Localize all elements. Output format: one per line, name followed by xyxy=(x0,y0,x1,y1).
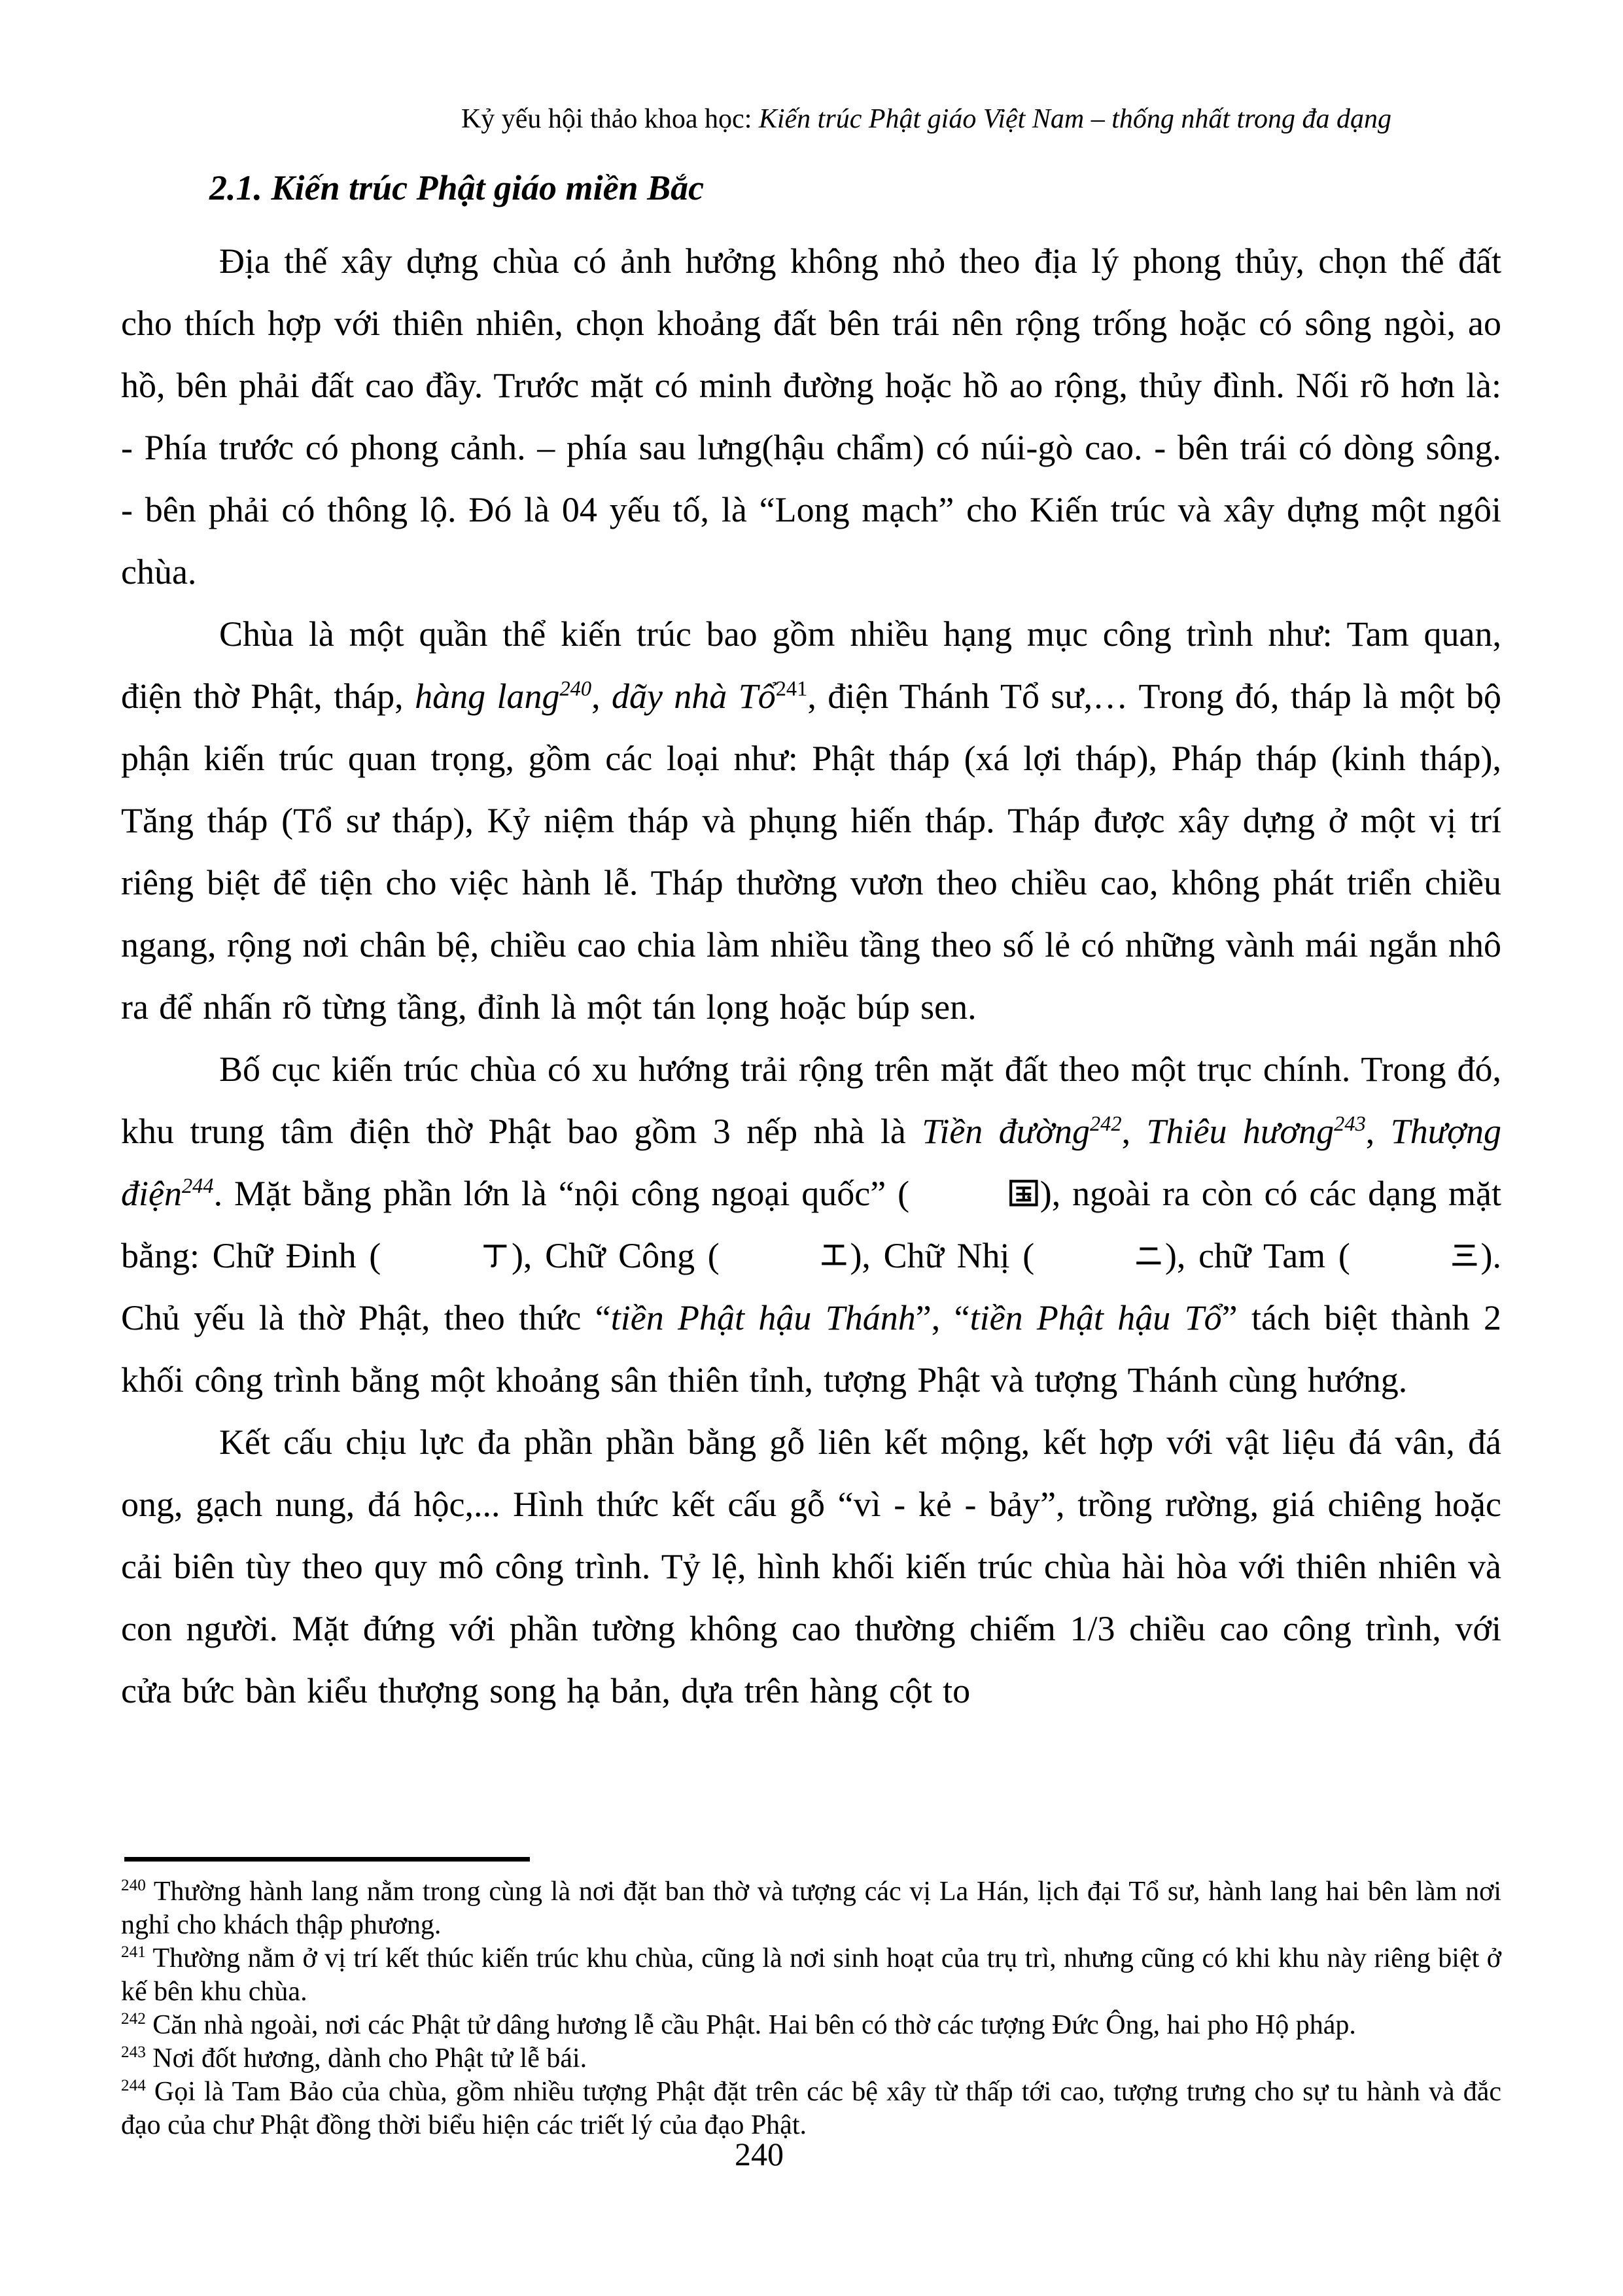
text-run: , xyxy=(1121,1112,1147,1151)
text-run: , xyxy=(1365,1112,1391,1151)
footnote-number: 243 xyxy=(121,2043,146,2061)
text-run: . Mặt bằng phần lớn là “nội công ngoại quốc” ( xyxy=(213,1174,910,1213)
running-header-italic: Kiến trúc Phật giáo Việt Nam – thống nhất trong đa dạng xyxy=(758,104,1391,134)
body-paragraph xyxy=(121,1038,1501,1411)
text-run: hàng lang xyxy=(415,677,560,716)
cong-character xyxy=(720,1239,850,1271)
text-run: ” tách biệt thành 2 khối công trình bằng một khoảng sân thiên tỉnh, tượng Phật và tượng Thánh cùng hướng. xyxy=(121,1298,1501,1400)
footnote-ref: 242 xyxy=(1089,1112,1122,1136)
running-header xyxy=(121,99,1501,139)
footnote-text: Thường nằm ở vị trí kết thúc kiến trúc khu chùa, cũng là nơi sinh hoạt của trụ trì, nhưng cũng có khi khu này riêng biệt ở kế bên khu chùa. xyxy=(121,1943,1501,2007)
footnote-text: Gọi là Tam Bảo của chùa, gồm nhiều tượng Phật đặt trên các bệ xây từ thấp tới cao, tượng trưng cho sự tu hành và đắc đạo của chư Phật đồng thời biểu hiện các triết lý của đạo Phật. xyxy=(121,2077,1501,2140)
text-run: dãy nhà Tổ xyxy=(611,677,776,716)
footnote xyxy=(121,2075,1501,2142)
section-heading: 2.1. Kiến trúc Phật giáo miền Bắc xyxy=(209,168,705,207)
footnote-ref: 244 xyxy=(181,1174,214,1198)
footnotes xyxy=(121,1875,1501,2142)
footnote-separator xyxy=(124,1857,530,1862)
dinh-character xyxy=(381,1239,512,1271)
text-run: ). Chủ yếu là thờ Phật, theo thức “ xyxy=(121,1236,1502,1337)
body-paragraph xyxy=(121,1411,1501,1722)
footnote-number: 240 xyxy=(121,1877,146,1894)
text-run: ), Chữ Công ( xyxy=(511,1236,720,1275)
text-run: Chùa là một quần thể kiến trúc bao gồm nhiều hạng mục công trình như: Tam quan, điện thờ Phật, tháp, xyxy=(121,614,1501,716)
text-run: , điện Thánh Tổ sư,… Trong đó, tháp là một bộ phận kiến trúc quan trọng, gồm các loại như: Phật tháp (xá lợi tháp), Pháp tháp (kinh tháp), Tăng tháp (Tổ sư tháp), Kỷ niệm tháp và phụng hiến tháp. Tháp được xây dựng ở một vị trí riêng biệt để tiện cho việc hành lễ. Tháp thường vươn theo chiều cao, không phát triển chiều ngang, rộng nơi chân bệ, chiều cao chia làm nhiều tầng theo số lẻ có những vành mái ngắn nhô ra để nhấn rõ từng tầng, đỉnh là một tán lọng hoặc búp sen. xyxy=(121,677,1502,1027)
footnote xyxy=(121,1942,1501,2009)
body-text xyxy=(121,230,1501,1722)
footnote-number: 244 xyxy=(121,2077,146,2094)
nhi-character xyxy=(1034,1239,1165,1271)
footnote xyxy=(121,1875,1501,1942)
text-run: , xyxy=(591,677,612,716)
text-run: Địa thế xây dựng chùa có ảnh hưởng không nhỏ theo địa lý phong thủy, chọn thế đất cho thích hợp với thiên nhiên, chọn khoảng đất bên trái nên rộng trống hoặc có sông ngòi, ao hồ, bên phải đất cao đầy. Trước mặt có minh đường hoặc hồ ao rộng, thủy đình. Nối rõ hơn là: - Phía trước có phong cảnh. – phía sau lưng(hậu chẩm) có núi-gò cao. - bên trái có dòng sông. - bên phải có thông lộ. Đó là 04 yếu tố, là “Long mạch” cho Kiến trúc và xây dựng một ngôi chùa. xyxy=(121,241,1501,592)
text-run: Tiền đường xyxy=(922,1112,1090,1151)
text-run: Thiêu hương xyxy=(1146,1112,1335,1151)
text-run: Thượng điện xyxy=(121,1112,1501,1213)
footnote-text: Nơi đốt hương, dành cho Phật tử lễ bái. xyxy=(145,2043,587,2074)
footnote-number: 242 xyxy=(121,2010,146,2028)
text-run: tiền Phật hậu Tổ xyxy=(969,1298,1222,1337)
quoc-character xyxy=(909,1176,1040,1209)
footnote xyxy=(121,2009,1501,2042)
footnote-ref: 240 xyxy=(559,677,592,701)
footnote-number: 241 xyxy=(121,1943,146,1961)
footnote-ref: 243 xyxy=(1334,1112,1366,1136)
text-run: tiền Phật hậu Thánh xyxy=(610,1298,916,1337)
running-header-plain: Kỷ yếu hội thảo khoa học: xyxy=(461,104,759,134)
text-run: Bố cục kiến trúc chùa có xu hướng trải rộng trên mặt đất theo một trục chính. Trong đó, khu trung tâm điện thờ Phật bao gồm 3 nếp nhà là xyxy=(121,1050,1501,1151)
tam-character xyxy=(1350,1239,1481,1271)
body-paragraph xyxy=(121,603,1501,1038)
text-run: ), ngoài ra còn có các dạng mặt bằng: Chữ Đinh ( xyxy=(121,1174,1501,1275)
text-run: ), Chữ Nhị ( xyxy=(850,1236,1035,1275)
footnote-text: Thường hành lang nằm trong cùng là nơi đặt ban thờ và tượng các vị La Hán, lịch đại Tổ sư, hành lang hai bên làm nơi nghỉ cho khách thập phương. xyxy=(121,1877,1501,1940)
text-run: ), chữ Tam ( xyxy=(1164,1236,1350,1275)
text-run: Kết cấu chịu lực đa phần phần bằng gỗ liên kết mộng, kết hợp với vật liệu đá vân, đá ong, gạch nung, đá hộc,... Hình thức kết cấu gỗ “vì - kẻ - bảy”, trồng rường, giá chiêng hoặc cải biên tùy theo quy mô công trình. Tỷ lệ, hình khối kiến trúc chùa hài hòa với thiên nhiên và con người. Mặt đứng với phần tường không cao thường chiếm 1/3 chiều cao công trình, với cửa bức bàn kiểu thượng song hạ bản, dựa trên hàng cột to xyxy=(121,1422,1501,1710)
body-paragraph xyxy=(121,230,1501,603)
page-number: 240 xyxy=(735,2136,784,2172)
footnote-ref: 241 xyxy=(775,677,808,701)
footnote-text: Căn nhà ngoài, nơi các Phật tử dâng hương lễ cầu Phật. Hai bên có thờ các tượng Đức Ông, hai pho Hộ pháp. xyxy=(145,2010,1356,2040)
text-run: ”, “ xyxy=(915,1298,970,1337)
footnote xyxy=(121,2042,1501,2075)
